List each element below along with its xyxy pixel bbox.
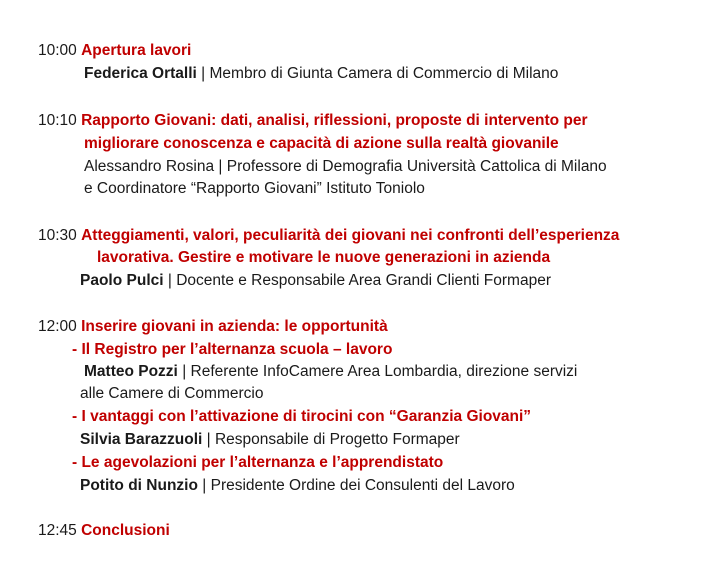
time-label: 10:00 <box>38 42 77 59</box>
subitem-title: - Il Registro per l’alternanza scuola – lavoro <box>72 341 393 358</box>
subitem-title: - Le agevolazioni per l’alternanza e l’apprendistato <box>72 454 444 471</box>
speaker-role: Referente InfoCamere Area Lombardia, direzione servizi <box>190 363 578 380</box>
time-label: 12:45 <box>38 522 77 539</box>
speaker-line: Federica Ortalli | Membro di Giunta Camera di Commercio di Milano <box>84 65 559 82</box>
session-title: Atteggiamenti, valori, peculiarità dei giovani nei confronti dell’esperienza <box>81 227 620 244</box>
session-title-continued: migliorare conoscenza e capacità di azione sulla realtà giovanile <box>84 135 559 152</box>
speaker-line: Alessandro Rosina | Professore di Demografia Università Cattolica di Milano <box>84 158 607 175</box>
time-label: 12:00 <box>38 318 77 335</box>
speaker-name: Paolo Pulci <box>80 272 164 289</box>
agenda-slot-1000 <box>38 40 191 62</box>
session-title: Conclusioni <box>81 522 170 539</box>
speaker-role: Professore di Demografia Università Cattolica di Milano <box>226 158 607 175</box>
speaker-line: Silvia Barazzuoli | Responsabile di Progetto Formaper <box>80 431 460 448</box>
session-title: Apertura lavori <box>81 42 192 59</box>
agenda-slot-1200 <box>38 316 388 338</box>
speaker-line: Potito di Nunzio | Presidente Ordine dei Consulenti del Lavoro <box>80 477 515 494</box>
speaker-name: Federica Ortalli <box>84 65 197 82</box>
speaker-name: Silvia Barazzuoli <box>80 431 203 448</box>
speaker-role: Responsabile di Progetto Formaper <box>214 431 460 448</box>
agenda-slot-1030 <box>38 225 619 247</box>
speaker-name: Alessandro Rosina <box>84 158 215 175</box>
speaker-line: Paolo Pulci | Docente e Responsabile Area Grandi Clienti Formaper <box>80 272 551 289</box>
time-label: 10:10 <box>38 112 77 129</box>
subitem-title: - I vantaggi con l’attivazione di tirocini con “Garanzia Giovani” <box>72 408 532 425</box>
agenda-slot-1010 <box>38 110 588 132</box>
speaker-role-continued: e Coordinatore “Rapporto Giovani” Istituto Toniolo <box>84 180 425 197</box>
speaker-role: Presidente Ordine dei Consulenti del Lavoro <box>210 477 515 494</box>
speaker-name: Potito di Nunzio <box>80 477 198 494</box>
time-label: 10:30 <box>38 227 77 244</box>
speaker-line: Matteo Pozzi | Referente InfoCamere Area Lombardia, direzione servizi <box>84 363 578 380</box>
session-title: Rapporto Giovani: dati, analisi, riflessioni, proposte di intervento per <box>81 112 588 129</box>
session-title-continued: lavorativa. Gestire e motivare le nuove generazioni in azienda <box>97 249 551 266</box>
speaker-role: Docente e Responsabile Area Grandi Clienti Formaper <box>176 272 551 289</box>
agenda-slot-1245 <box>38 520 170 542</box>
speaker-name: Matteo Pozzi <box>84 363 178 380</box>
speaker-role: Membro di Giunta Camera di Commercio di Milano <box>209 65 559 82</box>
session-title: Inserire giovani in azienda: le opportunità <box>81 318 388 335</box>
speaker-role-continued: alle Camere di Commercio <box>80 385 264 402</box>
